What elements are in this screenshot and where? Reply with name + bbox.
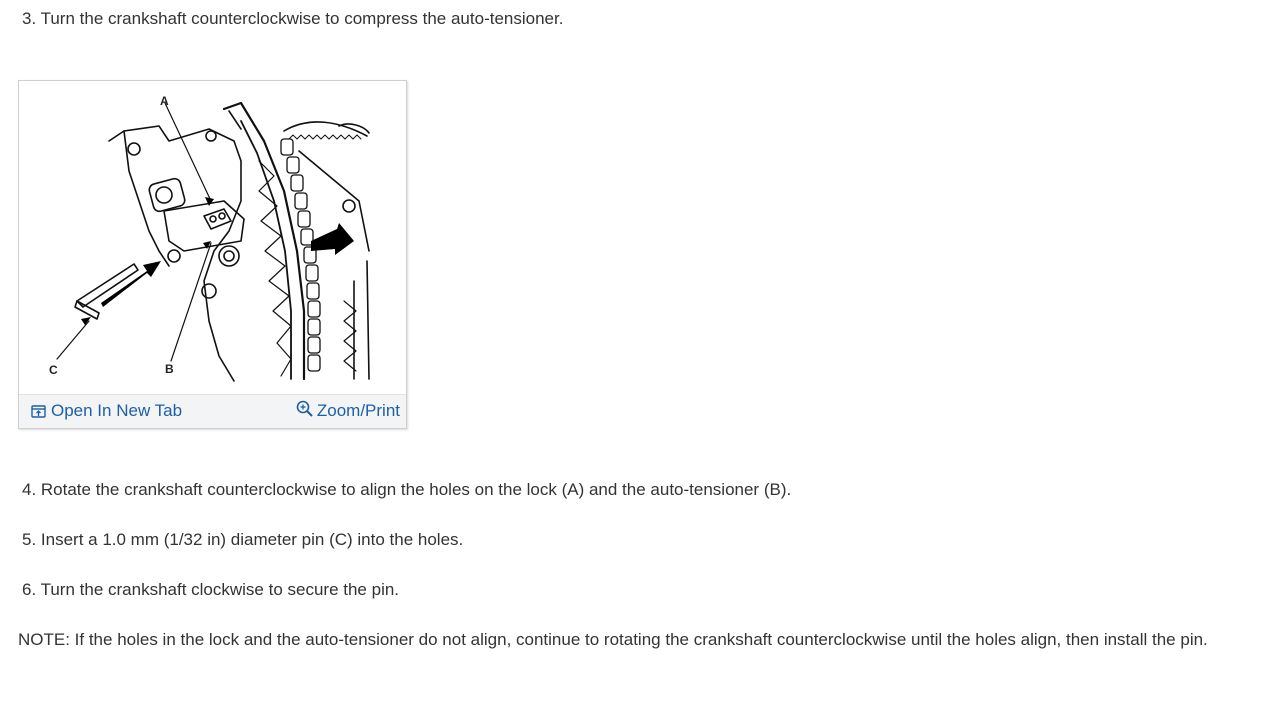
- figure-toolbar: [19, 394, 406, 428]
- step-3-text: 3. Turn the crankshaft counterclockwise to compress the auto-tensioner.: [22, 9, 564, 28]
- open-in-new-tab-label: Open In New Tab: [51, 401, 183, 420]
- open-in-new-tab-icon: [31, 405, 46, 418]
- note-text: NOTE: If the holes in the lock and the auto-tensioner do not align, continue to rotating the crankshaft counterclockwise until the holes align, then install the pin.: [18, 630, 1208, 649]
- step-4-text: 4. Rotate the crankshaft counterclockwise to align the holes on the lock (A) and the auto-tensioner (B).: [22, 480, 792, 499]
- diagram-figure: [18, 80, 407, 429]
- callout-a: A: [160, 94, 169, 108]
- zoom-icon: [296, 400, 314, 418]
- callout-c: C: [49, 363, 58, 377]
- callout-b: B: [165, 362, 174, 376]
- zoom-print-label: Zoom/Print: [316, 401, 400, 420]
- timing-chain-diagram: [19, 81, 406, 394]
- zoom-print-link[interactable]: [296, 401, 400, 421]
- step-6-text: 6. Turn the crankshaft clockwise to secure the pin.: [22, 580, 400, 599]
- step-5-text: 5. Insert a 1.0 mm (1/32 in) diameter pin (C) into the holes.: [22, 530, 464, 549]
- open-in-new-tab-link[interactable]: [31, 401, 182, 421]
